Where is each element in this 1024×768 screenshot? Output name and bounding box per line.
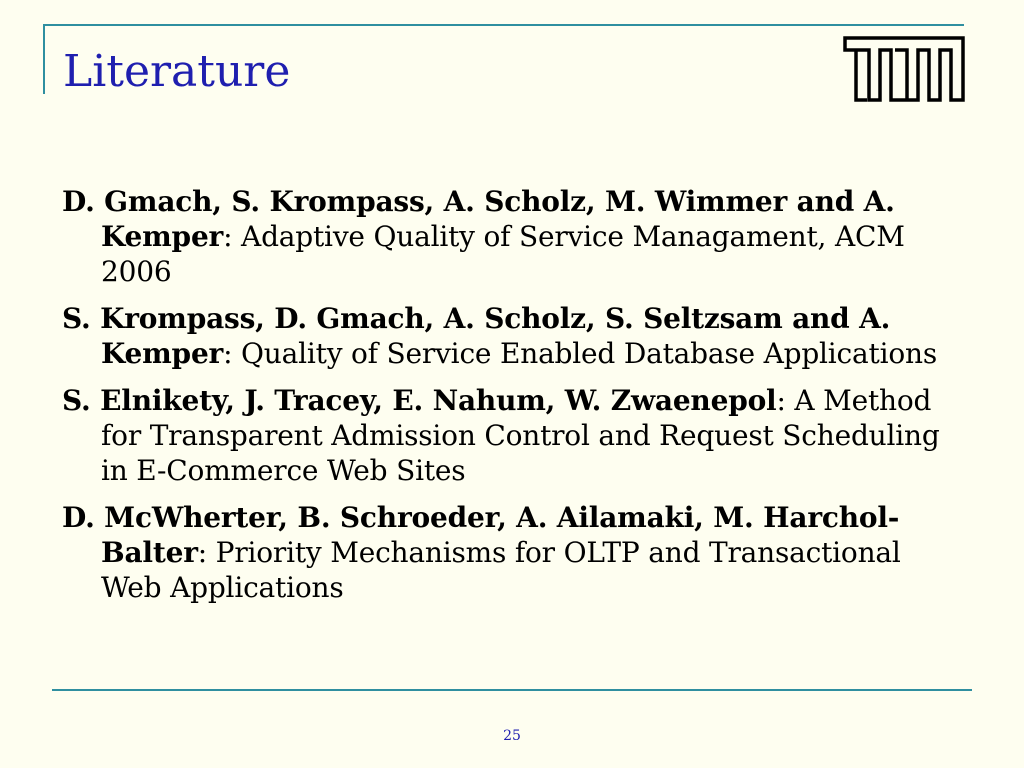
title-frame-top-rule [43,24,964,26]
reference-title: Priority Mechanisms for OLTP and Transactional Web Applications [101,536,901,604]
tum-logo [843,36,965,102]
footer-rule [52,689,972,691]
reference-separator: : [223,220,233,253]
reference-title: A Method for Transparent Admission Control and Request Scheduling in E-Commerce Web Sites [101,384,940,487]
reference-authors: S. Krompass, D. Gmach, A. Scholz, S. Seltzsam and A. Kemper [62,302,891,370]
slide-title: Literature [63,46,291,97]
reference-title: Quality of Service Enabled Database Applications [232,337,937,370]
reference-separator: : [223,337,233,370]
reference-separator: : [776,384,786,417]
reference-item [62,184,967,289]
reference-authors: D. McWherter, B. Schroeder, A. Ailamaki, M. Harchol-Balter [62,501,900,569]
reference-item [62,383,967,488]
page-number: 25 [503,728,521,744]
title-frame-left-rule [43,24,45,94]
reference-authors: S. Elnikety, J. Tracey, E. Nahum, W. Zwaenepol [62,384,777,417]
reference-separator: : [197,536,207,569]
reference-item [62,301,967,371]
reference-item [62,500,967,605]
reference-list [62,184,967,617]
reference-authors: D. Gmach, S. Krompass, A. Scholz, M. Wimmer and A. Kemper [62,185,895,253]
reference-title: Adaptive Quality of Service Managament, ACM 2006 [101,220,905,288]
